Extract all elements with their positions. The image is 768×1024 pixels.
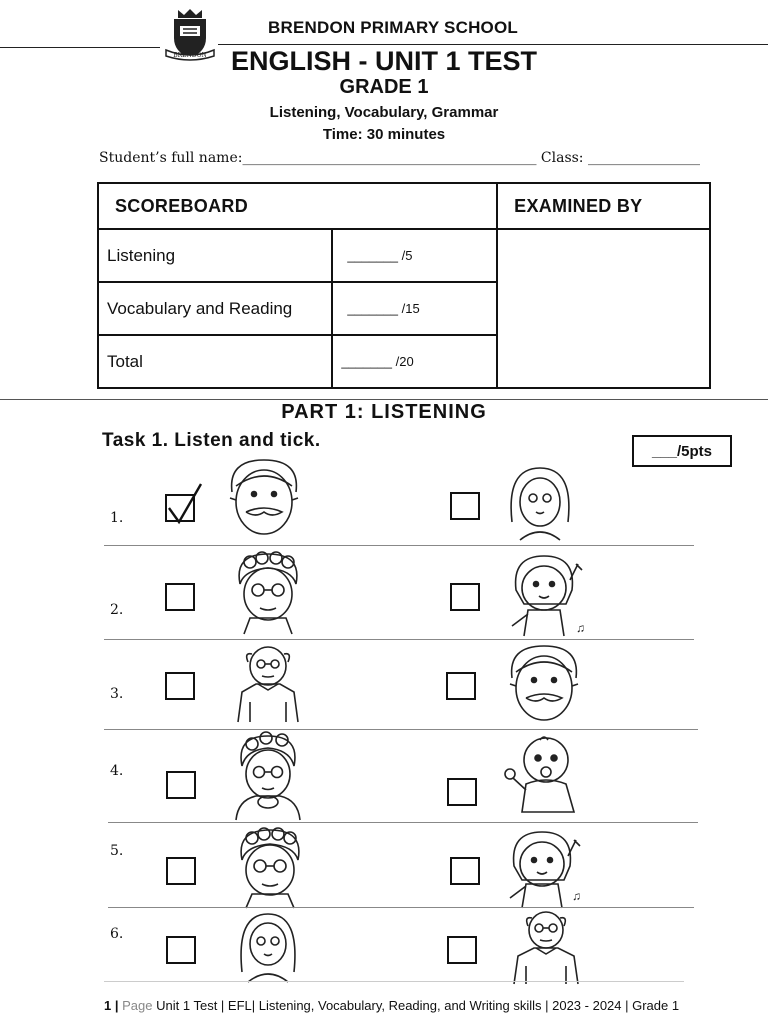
student-info-row [99, 150, 700, 166]
option-2b-checkbox[interactable] [450, 583, 480, 611]
footer-separator: | [114, 998, 119, 1013]
baby-icon [498, 734, 588, 816]
option-6b-checkbox[interactable] [447, 936, 477, 964]
score-label-total: Total [98, 335, 332, 388]
logo-text: BRENDON [173, 52, 207, 59]
checkmark-icon [165, 482, 209, 522]
row-divider [104, 729, 698, 730]
item-number: 2. [110, 602, 124, 618]
row-divider [108, 907, 694, 908]
score-cell-vocabulary[interactable]: _______ /15 [332, 282, 497, 335]
test-time: Time: 30 minutes [322, 126, 446, 143]
grandfather-icon [228, 644, 308, 724]
class-label: Class: [540, 150, 584, 166]
row-divider [108, 822, 698, 823]
part1-heading: PART 1: LISTENING [281, 401, 487, 423]
option-2a-checkbox[interactable] [165, 583, 195, 611]
footer-text: Unit 1 Test | EFL| Listening, Vocabulary, Reading, and Writing skills | 2023 - 2024 | Grade 1 [156, 998, 680, 1013]
item-number: 6. [110, 926, 124, 942]
page-footer [104, 998, 679, 1013]
score-cell-listening[interactable]: _______ /5 [332, 229, 497, 282]
score-label-vocabulary: Vocabulary and Reading [98, 282, 332, 335]
item-number: 1. [110, 510, 124, 526]
option-1a-checkbox[interactable] [165, 494, 195, 522]
name-label: Student’s full name: [99, 150, 243, 166]
option-6a-checkbox[interactable] [166, 936, 196, 964]
option-4b-checkbox[interactable] [447, 778, 477, 806]
grade-level: GRADE 1 [339, 76, 429, 98]
girl-waving-icon [504, 826, 590, 908]
row-divider [104, 981, 684, 982]
page-word: Page [122, 998, 153, 1013]
task1-instruction: Task 1. Listen and tick. [102, 430, 321, 451]
mother-icon [236, 910, 300, 982]
grandfather-face-icon [224, 456, 304, 538]
svg-text:♫: ♫ [572, 889, 581, 903]
grandfather-icon [506, 910, 586, 984]
examiner-signature-cell[interactable] [497, 229, 710, 388]
section-rule [0, 399, 768, 400]
item-number: 3. [110, 686, 124, 702]
item-number: 4. [110, 763, 124, 779]
option-5b-checkbox[interactable] [450, 857, 480, 885]
scoreboard-heading: SCOREBOARD [98, 183, 497, 229]
mother-face-icon [502, 462, 578, 542]
name-field[interactable]: __________________________________________ [242, 150, 537, 166]
score-cell-total[interactable]: _______ /20 [332, 335, 497, 388]
option-3a-checkbox[interactable] [165, 672, 195, 700]
test-title: ENGLISH - UNIT 1 TEST [230, 46, 538, 76]
scoreboard-table [97, 182, 711, 389]
grandmother-icon [232, 550, 304, 634]
row-divider [104, 639, 694, 640]
grandmother-icon [234, 826, 306, 908]
test-skills: Listening, Vocabulary, Grammar [269, 104, 499, 121]
header-rule-right [218, 44, 768, 45]
option-3b-checkbox[interactable] [446, 672, 476, 700]
row-divider [104, 545, 694, 546]
option-4a-checkbox[interactable] [166, 771, 196, 799]
page-number: 1 [104, 998, 112, 1013]
score-label-listening: Listening [98, 229, 332, 282]
grandmother-icon [232, 732, 306, 820]
svg-text:♫: ♫ [576, 621, 585, 635]
option-1b-checkbox[interactable] [450, 492, 480, 520]
task1-points-box: ___/5pts [632, 435, 732, 467]
examined-by-heading: EXAMINED BY [497, 183, 710, 229]
class-field[interactable]: ________________ [587, 150, 700, 166]
grandfather-face-icon [504, 642, 584, 724]
item-number: 5. [110, 843, 124, 859]
girl-waving-icon [506, 550, 592, 636]
option-5a-checkbox[interactable] [166, 857, 196, 885]
